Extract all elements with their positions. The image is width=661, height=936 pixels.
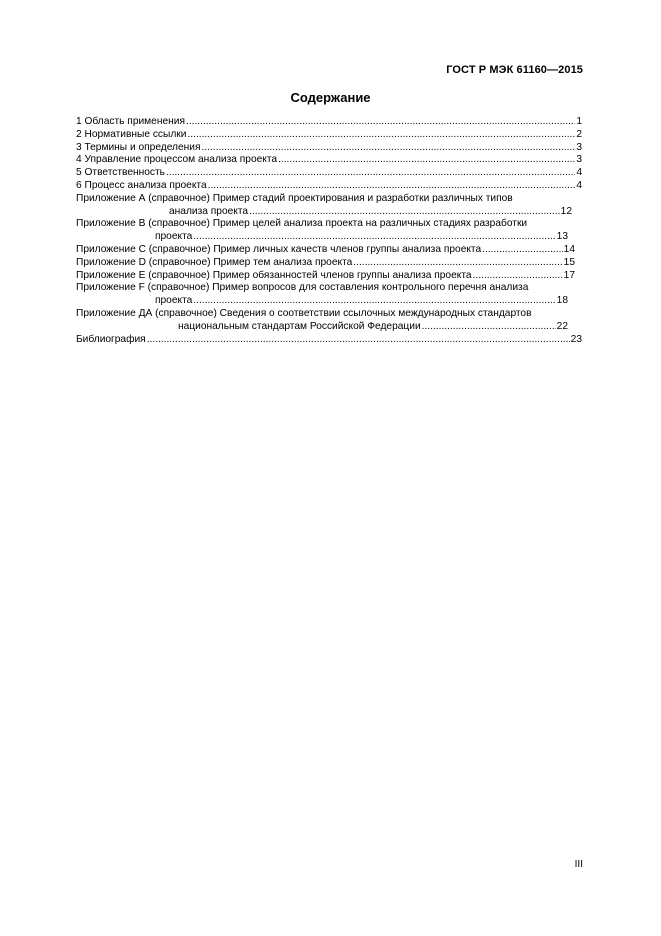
toc-entry[interactable] bbox=[76, 167, 582, 180]
toc-entry-page: 18 bbox=[556, 295, 568, 307]
toc-entry-page: 14 bbox=[563, 243, 575, 255]
toc-leader-dots bbox=[186, 116, 575, 129]
toc-title: Содержание bbox=[290, 90, 371, 105]
document-standard-number: ГОСТ Р МЭК 61160—2015 bbox=[446, 64, 583, 76]
toc-entry-page: 13 bbox=[556, 231, 568, 243]
toc-leader-dots bbox=[473, 270, 563, 283]
toc-entry[interactable] bbox=[76, 154, 582, 167]
toc-entry-text: Приложение D (справочное) Пример тем анализа проекта bbox=[76, 256, 353, 268]
toc-leader-dots bbox=[422, 321, 556, 334]
toc-entry-text: 5 Ответственность bbox=[76, 167, 165, 179]
toc-leader-dots bbox=[193, 295, 555, 308]
toc-entry-continuation: национальным стандартам Российской Федерации bbox=[178, 320, 421, 332]
toc-entry-page: 3 bbox=[576, 141, 582, 153]
toc-entry-page: 4 bbox=[576, 179, 582, 191]
toc-leader-dots bbox=[201, 142, 575, 155]
toc-entry-text: 2 Нормативные ссылки bbox=[76, 128, 187, 140]
toc-entry[interactable] bbox=[76, 308, 582, 334]
toc-entry-text: Библиография bbox=[76, 333, 146, 345]
page-number: III bbox=[574, 859, 583, 870]
toc-entry-text: 4 Управление процессом анализа проекта bbox=[76, 154, 278, 166]
toc-entry-text: Приложение А (справочное) Пример стадий проектирования и разработки различных типов bbox=[76, 192, 513, 204]
toc-entry[interactable] bbox=[76, 116, 582, 129]
toc-entry-page: 1 bbox=[576, 116, 582, 127]
toc-entry[interactable] bbox=[76, 244, 582, 257]
toc-entry-text: 1 Область применения bbox=[76, 116, 185, 127]
toc-entry[interactable] bbox=[76, 180, 582, 193]
toc-leader-dots bbox=[353, 257, 562, 270]
toc-entry-page: 3 bbox=[576, 154, 582, 166]
toc-entry-page: 17 bbox=[563, 269, 575, 281]
toc-entry[interactable] bbox=[76, 129, 582, 142]
toc-entry-page: 23 bbox=[570, 333, 582, 345]
toc-entry-page: 2 bbox=[576, 128, 582, 140]
toc-entry-text: Приложение С (справочное) Пример личных качеств членов группы анализа проекта bbox=[76, 243, 482, 255]
toc-entry-page: 4 bbox=[576, 167, 582, 179]
toc-entry[interactable] bbox=[76, 218, 582, 244]
toc-entry-text: Приложение Е (справочное) Пример обязанностей членов группы анализа проекта bbox=[76, 269, 472, 281]
toc-entry[interactable] bbox=[76, 193, 582, 219]
toc-entry-page: 15 bbox=[563, 256, 575, 268]
toc-entry-continuation: анализа проекта bbox=[169, 205, 249, 217]
toc-entry-text: 6 Процесс анализа проекта bbox=[76, 179, 207, 191]
table-of-contents bbox=[76, 116, 582, 346]
toc-entry-text: Приложение F (справочное) Пример вопросов для составления контрольного перечня анализа bbox=[76, 282, 529, 294]
toc-entry-continuation: проекта bbox=[155, 295, 193, 307]
toc-entry[interactable] bbox=[76, 334, 582, 347]
toc-leader-dots bbox=[208, 180, 576, 193]
toc-leader-dots bbox=[166, 167, 575, 180]
toc-entry[interactable] bbox=[76, 282, 582, 308]
toc-leader-dots bbox=[193, 231, 555, 244]
toc-entry-text: Приложение ДА (справочное) Сведения о соответствии ссылочных международных стандартов bbox=[76, 307, 532, 319]
toc-leader-dots bbox=[187, 129, 575, 142]
toc-entry[interactable] bbox=[76, 270, 582, 283]
toc-entry[interactable] bbox=[76, 142, 582, 155]
toc-leader-dots bbox=[482, 244, 563, 257]
toc-leader-dots bbox=[147, 334, 570, 347]
toc-leader-dots bbox=[249, 206, 560, 219]
toc-entry-text: Приложение В (справочное) Пример целей анализа проекта на различных стадиях разработки bbox=[76, 218, 528, 230]
toc-entry-page: 22 bbox=[556, 320, 568, 332]
toc-entry-text: 3 Термины и определения bbox=[76, 141, 201, 153]
toc-leader-dots bbox=[278, 154, 575, 167]
toc-entry-continuation: проекта bbox=[155, 231, 193, 243]
toc-entry[interactable] bbox=[76, 257, 582, 270]
toc-entry-page: 12 bbox=[560, 205, 572, 217]
